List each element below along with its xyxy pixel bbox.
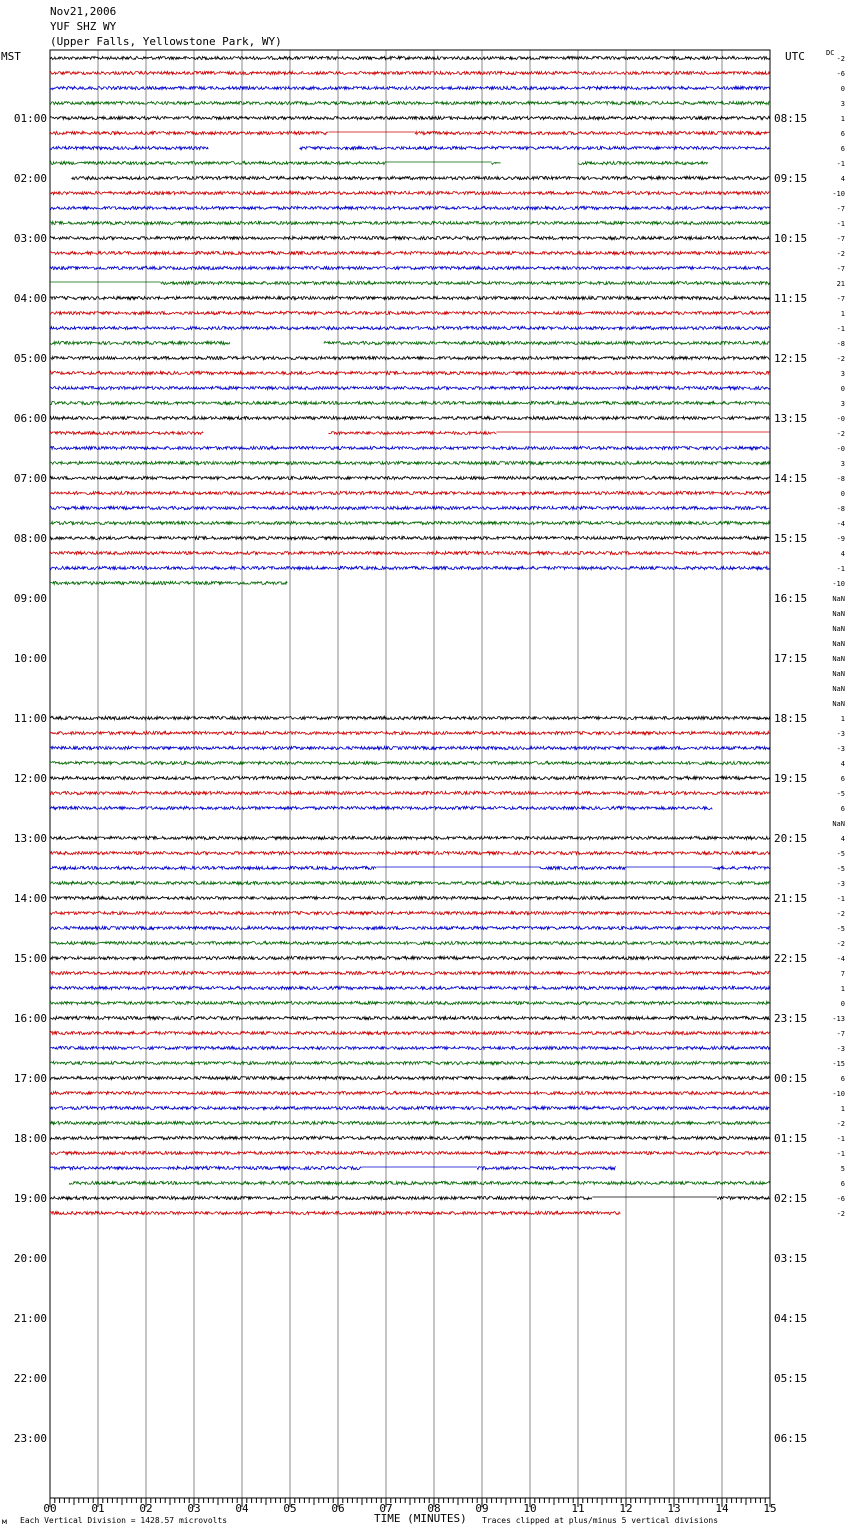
dc-offset-label: -2	[836, 355, 845, 363]
mst-hour-label: 23:00	[13, 1432, 47, 1445]
x-tick-label-14: 14	[715, 1502, 729, 1515]
utc-hour-label: 16:15	[774, 592, 808, 605]
trace-row-62	[50, 986, 770, 989]
dc-offset-label: -10	[832, 580, 845, 588]
dc-offset-label: 6	[840, 145, 845, 153]
mst-hour-label: 13:00	[13, 832, 47, 845]
utc-hour-label: 23:15	[774, 1012, 808, 1025]
dc-offset-label: -8	[836, 475, 845, 483]
dc-offset-label: 3	[840, 370, 845, 378]
dc-offset-label: NaN	[832, 670, 845, 678]
x-axis-title: TIME (MINUTES)	[374, 1512, 467, 1525]
dc-offset-label: 0	[840, 85, 845, 93]
mst-hour-label: 02:00	[13, 172, 47, 185]
utc-hour-label: 10:15	[774, 232, 808, 245]
trace-row-10	[50, 206, 770, 209]
x-tick-label-13: 13	[667, 1502, 681, 1515]
dc-offset-label: 0	[840, 490, 845, 498]
trace-row-54	[50, 866, 376, 869]
dc-offset-label: -0	[836, 445, 845, 453]
dc-offset-label: 5	[840, 1165, 845, 1173]
x-tick-label-04: 04	[235, 1502, 249, 1515]
utc-hour-label: 11:15	[774, 292, 808, 305]
mst-hour-label: 18:00	[13, 1132, 47, 1145]
trace-row-58	[50, 926, 770, 929]
dc-offset-label: 6	[840, 775, 845, 783]
mst-hour-label: 19:00	[13, 1192, 47, 1205]
dc-offset-label: -7	[836, 265, 845, 273]
trace-row-25	[50, 431, 203, 434]
header-date: Nov21,2006	[50, 5, 117, 18]
trace-row-45	[50, 731, 770, 734]
dc-offset-label: -2	[836, 55, 845, 63]
trace-row-54	[712, 866, 769, 869]
mst-hour-label: 15:00	[13, 952, 47, 965]
dc-offset-label: -7	[836, 295, 845, 303]
dc-offset-label: -1	[836, 1135, 845, 1143]
trace-row-5	[415, 131, 770, 134]
dc-offset-label: -7	[836, 235, 845, 243]
trace-row-6	[50, 146, 208, 149]
x-tick-label-11: 11	[571, 1502, 585, 1515]
mst-hour-label: 01:00	[13, 112, 47, 125]
dc-offset-label: -9	[836, 535, 845, 543]
mst-hour-label: 11:00	[13, 712, 47, 725]
dc-offset-label: 0	[840, 385, 845, 393]
dc-offset-label: 1	[840, 310, 845, 318]
trace-row-74	[477, 1166, 616, 1169]
trace-row-63	[50, 1001, 770, 1004]
trace-row-32	[50, 536, 770, 539]
header-location: (Upper Falls, Yellowstone Park, WY)	[50, 35, 282, 48]
trace-row-11	[50, 221, 770, 224]
x-tick-label-10: 10	[523, 1502, 537, 1515]
trace-row-23	[50, 401, 770, 404]
utc-hour-label: 05:15	[774, 1372, 808, 1385]
dc-offset-label: -3	[836, 730, 845, 738]
utc-hour-label: 14:15	[774, 472, 808, 485]
trace-row-16	[50, 296, 770, 299]
dc-offset-label: 6	[840, 805, 845, 813]
clip-note: Traces clipped at plus/minus 5 vertical divisions	[482, 1516, 719, 1525]
mst-hour-label: 07:00	[13, 472, 47, 485]
x-tick-label-06: 06	[331, 1502, 345, 1515]
trace-row-69	[50, 1091, 770, 1094]
utc-hour-label: 01:15	[774, 1132, 808, 1145]
trace-row-12	[50, 236, 770, 239]
trace-row-7	[492, 162, 501, 164]
x-tick-label-09: 09	[475, 1502, 489, 1515]
dc-offset-label: -3	[836, 880, 845, 888]
dc-offset-label: 6	[840, 1075, 845, 1083]
trace-row-68	[50, 1076, 770, 1079]
mst-hour-label: 20:00	[13, 1252, 47, 1265]
trace-row-24	[50, 416, 770, 419]
trace-row-50	[50, 806, 712, 809]
mst-hour-label: 09:00	[13, 592, 47, 605]
dc-offset-label: 1	[840, 115, 845, 123]
mst-hour-label: 16:00	[13, 1012, 47, 1025]
trace-row-48	[50, 776, 770, 779]
dc-offset-label: 4	[840, 760, 845, 768]
trace-row-21	[50, 371, 770, 374]
utc-hour-label: 22:15	[774, 952, 808, 965]
x-tick-label-12: 12	[619, 1502, 633, 1515]
trace-row-1	[50, 71, 770, 74]
dc-offset-label: 1	[840, 985, 845, 993]
mst-hour-label: 22:00	[13, 1372, 47, 1385]
dc-offset-label: -3	[836, 1045, 845, 1053]
dc-offset-label: -2	[836, 910, 845, 918]
utc-hour-label: 04:15	[774, 1312, 808, 1325]
x-tick-label-00: 00	[43, 1502, 57, 1515]
trace-row-55	[50, 881, 770, 884]
utc-hour-label: 20:15	[774, 832, 808, 845]
mst-hour-label: 03:00	[13, 232, 47, 245]
dc-offset-label: NaN	[832, 685, 845, 693]
trace-row-60	[50, 956, 770, 959]
utc-hour-label: 03:15	[774, 1252, 808, 1265]
dc-offset-label: -2	[836, 940, 845, 948]
trace-row-34	[50, 566, 770, 569]
trace-row-18	[50, 326, 770, 329]
dc-offset-label: -15	[832, 1060, 845, 1068]
mst-hour-label: 05:00	[13, 352, 47, 365]
dc-offset-label: -0	[836, 415, 845, 423]
dc-offset-label: 3	[840, 460, 845, 468]
dc-offset-label: -1	[836, 895, 845, 903]
dc-offset-label: -2	[836, 1210, 845, 1218]
dc-offset-label: 0	[840, 1000, 845, 1008]
dc-offset-label: 4	[840, 550, 845, 558]
trace-row-76	[717, 1196, 770, 1199]
dc-offset-label: 4	[840, 835, 845, 843]
trace-row-59	[50, 941, 770, 944]
trace-row-27	[50, 461, 770, 464]
trace-row-8	[72, 176, 770, 179]
trace-row-0	[50, 56, 770, 59]
trace-row-13	[50, 251, 770, 254]
dc-offset-label: -13	[832, 1015, 845, 1023]
trace-row-53	[50, 851, 770, 854]
dc-offset-label: NaN	[832, 595, 845, 603]
trace-row-72	[50, 1136, 770, 1139]
trace-row-9	[50, 191, 770, 194]
trace-row-76	[50, 1196, 592, 1199]
dc-offset-label: 21	[836, 280, 845, 288]
utc-hour-label: 19:15	[774, 772, 808, 785]
dc-offset-label: -4	[836, 520, 845, 528]
trace-row-30	[50, 506, 770, 509]
dc-offset-label: -1	[836, 1150, 845, 1158]
dc-offset-label: -5	[836, 865, 845, 873]
trace-row-70	[50, 1106, 770, 1109]
trace-row-65	[50, 1031, 770, 1034]
trace-row-75	[69, 1181, 770, 1184]
trace-row-31	[50, 521, 770, 524]
dc-offset-label: 6	[840, 1180, 845, 1188]
trace-row-19	[324, 341, 770, 344]
utc-hour-label: 12:15	[774, 352, 808, 365]
dc-offset-label: -10	[832, 1090, 845, 1098]
x-tick-label-01: 01	[91, 1502, 105, 1515]
dc-offset-label: 6	[840, 130, 845, 138]
dc-offset-label: -8	[836, 340, 845, 348]
trace-row-20	[50, 356, 770, 359]
trace-row-2	[50, 86, 770, 89]
dc-offset-label: -10	[832, 190, 845, 198]
utc-hour-label: 13:15	[774, 412, 808, 425]
dc-offset-label: -4	[836, 955, 845, 963]
x-tick-label-08: 08	[427, 1502, 441, 1515]
dc-offset-label: -1	[836, 220, 845, 228]
utc-hour-label: 09:15	[774, 172, 808, 185]
mst-hour-label: 14:00	[13, 892, 47, 905]
trace-row-73	[50, 1151, 770, 1154]
utc-hour-label: 00:15	[774, 1072, 808, 1085]
dc-offset-label: 4	[840, 175, 845, 183]
dc-offset-label: NaN	[832, 655, 845, 663]
trace-row-3	[50, 101, 770, 104]
trace-row-7	[50, 161, 386, 164]
x-tick-label-15: 15	[763, 1502, 777, 1515]
trace-row-5	[50, 131, 328, 134]
dc-offset-label: NaN	[832, 610, 845, 618]
dc-offset-label: NaN	[832, 820, 845, 828]
utc-hour-label: 17:15	[774, 652, 808, 665]
trace-row-22	[50, 386, 770, 389]
dc-offset-label: -2	[836, 1120, 845, 1128]
division-note: Each Vertical Division = 1428.57 microvolts	[20, 1516, 228, 1525]
dc-offset-label: -5	[836, 925, 845, 933]
dc-offset-label: -5	[836, 790, 845, 798]
dc-offset-label: -5	[836, 850, 845, 858]
dc-offset-label: -1	[836, 160, 845, 168]
dc-offset-label: -6	[836, 70, 845, 78]
trace-row-28	[50, 476, 770, 479]
trace-row-35	[50, 581, 287, 584]
dc-offset-label: -1	[836, 565, 845, 573]
trace-row-61	[50, 971, 770, 974]
footer-mark: м	[2, 1517, 7, 1526]
dc-offset-label: 3	[840, 100, 845, 108]
trace-row-49	[50, 791, 770, 794]
header-station: YUF SHZ WY	[50, 20, 117, 33]
x-tick-label-07: 07	[379, 1502, 393, 1515]
dc-offset-label: NaN	[832, 640, 845, 648]
mst-hour-label: 08:00	[13, 532, 47, 545]
trace-row-74	[50, 1166, 362, 1169]
mst-hour-label: 12:00	[13, 772, 47, 785]
mst-hour-label: 04:00	[13, 292, 47, 305]
x-tick-label-02: 02	[139, 1502, 153, 1515]
dc-label: DC	[826, 49, 835, 57]
trace-row-7	[578, 161, 708, 164]
trace-row-15	[160, 281, 769, 284]
mst-axis-label: MST	[1, 50, 21, 63]
dc-offset-label: 3	[840, 400, 845, 408]
mst-hour-label: 10:00	[13, 652, 47, 665]
trace-row-66	[50, 1046, 770, 1049]
dc-offset-label: -8	[836, 505, 845, 513]
trace-row-26	[50, 446, 770, 449]
trace-row-6	[300, 146, 770, 149]
trace-row-19	[50, 341, 230, 344]
mst-hour-label: 06:00	[13, 412, 47, 425]
dc-offset-label: -2	[836, 430, 845, 438]
mst-hour-label: 17:00	[13, 1072, 47, 1085]
trace-row-71	[50, 1121, 770, 1124]
trace-row-64	[50, 1016, 770, 1019]
dc-offset-label: -7	[836, 1030, 845, 1038]
trace-row-14	[50, 266, 770, 269]
trace-row-54	[540, 866, 626, 869]
utc-axis-label: UTC	[785, 50, 805, 63]
utc-hour-label: 02:15	[774, 1192, 808, 1205]
dc-offset-label: -2	[836, 250, 845, 258]
mst-hour-label: 21:00	[13, 1312, 47, 1325]
trace-row-52	[50, 836, 770, 839]
x-tick-label-05: 05	[283, 1502, 297, 1515]
utc-hour-label: 18:15	[774, 712, 808, 725]
trace-row-33	[50, 551, 770, 554]
trace-row-4	[50, 116, 770, 119]
dc-offset-label: -7	[836, 205, 845, 213]
dc-offset-label: 1	[840, 1105, 845, 1113]
dc-offset-label: -3	[836, 745, 845, 753]
trace-row-56	[50, 896, 770, 899]
dc-offset-label: 7	[840, 970, 845, 978]
dc-offset-label: NaN	[832, 625, 845, 633]
dc-offset-label: NaN	[832, 700, 845, 708]
trace-row-47	[50, 761, 770, 764]
dc-offset-label: -6	[836, 1195, 845, 1203]
utc-hour-label: 15:15	[774, 532, 808, 545]
trace-row-29	[50, 491, 770, 494]
trace-row-46	[50, 746, 770, 749]
trace-row-44	[50, 716, 770, 719]
trace-row-57	[50, 911, 770, 914]
utc-hour-label: 06:15	[774, 1432, 808, 1445]
utc-hour-label: 21:15	[774, 892, 808, 905]
utc-hour-label: 08:15	[774, 112, 808, 125]
trace-row-17	[50, 311, 770, 314]
trace-row-77	[50, 1211, 621, 1214]
x-tick-label-03: 03	[187, 1502, 201, 1515]
dc-offset-label: -1	[836, 325, 845, 333]
trace-row-25	[328, 432, 496, 435]
trace-row-67	[50, 1061, 770, 1064]
dc-offset-label: 1	[840, 715, 845, 723]
